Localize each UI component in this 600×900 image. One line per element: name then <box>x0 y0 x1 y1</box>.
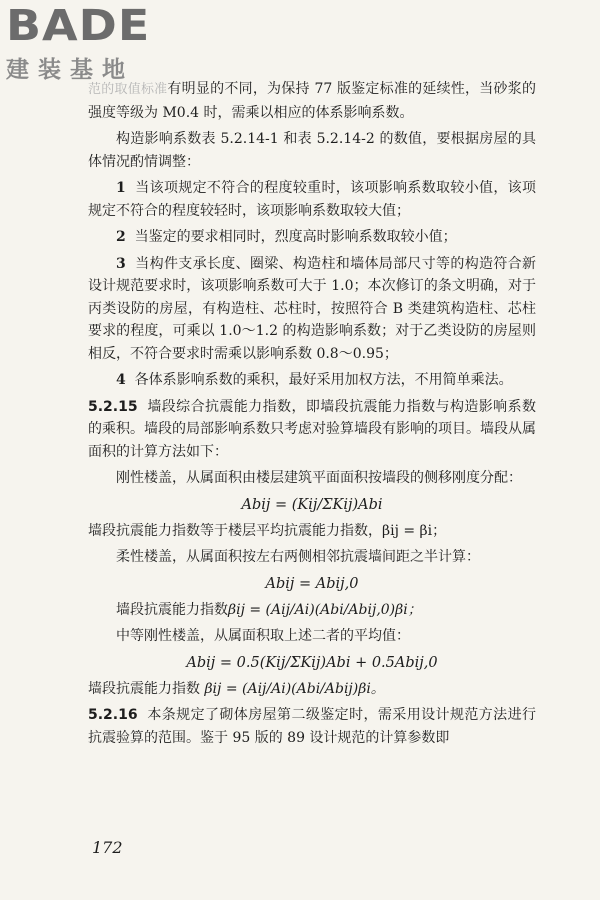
flexible-floor-text: 柔性楼盖，从属面积按左右两侧相邻抗震墙间距之半计算： <box>116 549 480 565</box>
section-number: 5.2.16 <box>88 707 138 723</box>
list-item-number: 1 <box>116 180 126 196</box>
paragraph-continuation: 范的取值标准有明显的不同，为保持 77 版鉴定标准的延续性，当砂浆的强度等级为 M0.4 时，需乘以相应的体系影响系数。 <box>88 81 536 121</box>
section-5-2-16: 5.2.16 本条规定了砌体房屋第二级鉴定时，需采用设计规范方法进行抗震验算的范围。鉴于 95 版的 89 设计规范的计算参数即 <box>88 707 537 746</box>
flexible-result-text: 墙段抗震能力指数βij = (Aij/Ai)(Abi/Abij,0)βi； <box>116 601 422 618</box>
list-item-1: 1 当该项规定不符合的程度较重时，该项影响系数取较小值，该项规定不符合的程度较轻时，该项影响系数取较大值； <box>88 180 536 219</box>
rigid-floor-text: 刚性楼盖，从属面积由楼层建筑平面面积按墙段的侧移刚度分配： <box>116 470 522 486</box>
logo-wordmark: BADE <box>6 0 151 51</box>
section-5-2-15: 5.2.15 墙段综合抗震能力指数，即墙段抗震能力指数与构造影响系数的乘积。墙段的局部影响系数只考虑对验算墙段有影响的项目。墙段从属面积的计算方法如下： <box>88 398 537 460</box>
list-item-number: 3 <box>116 255 126 272</box>
list-item-2: 2 当鉴定的要求相同时，烈度高时影响系数取较小值； <box>116 229 457 245</box>
section-number: 5.2.15 <box>88 398 138 415</box>
page-number: 172 <box>92 838 123 857</box>
medium-floor-text: 中等刚性楼盖，从属面积取上述二者的平均值： <box>116 628 410 644</box>
paragraph-construction-coefficient: 构造影响系数表 5.2.14-1 和表 5.2.14-2 的数值，要根据房屋的具体情况酌情调整： <box>88 131 536 170</box>
watermark-overlay-text: 范的取值标准 <box>88 82 168 97</box>
list-item-4: 4 各体系影响系数的乘积，最好采用加权方法，不用简单乘法。 <box>116 372 513 388</box>
rigid-result-text: 墙段抗震能力指数等于楼层平均抗震能力指数，βij = βi； <box>88 522 447 539</box>
medium-result-text: 墙段抗震能力指数 βij = (Aij/Ai)(Abi/Abij)βi。 <box>88 680 385 697</box>
document-page <box>88 78 536 753</box>
formula-medium: Abij = 0.5(Kij/ΣKij)Abi + 0.5Abij,0 <box>186 654 438 671</box>
logo-subtitle: 建装基地 <box>6 57 134 83</box>
formula-rigid: Abij = (Kij/ΣKij)Abi <box>241 496 383 513</box>
list-item-number: 2 <box>116 229 126 245</box>
list-item-3: 3 当构件支承长度、圈梁、构造柱和墙体局部尺寸等的构造符合新设计规范要求时，该项影响系数可大于 1.0；本次修订的条文明确，对于丙类设防的房屋，有构造柱、芯柱时，按照符合 B 类建筑构造柱、芯柱要求的程度，可乘以 1.0～1.2 的构造影响系数；对于乙类设防的房屋则相反，不符合要求时需乘以影响系数 0.8～0.95； <box>88 255 536 362</box>
list-item-number: 4 <box>116 372 126 388</box>
formula-flexible: Abij = Abij,0 <box>265 575 359 592</box>
